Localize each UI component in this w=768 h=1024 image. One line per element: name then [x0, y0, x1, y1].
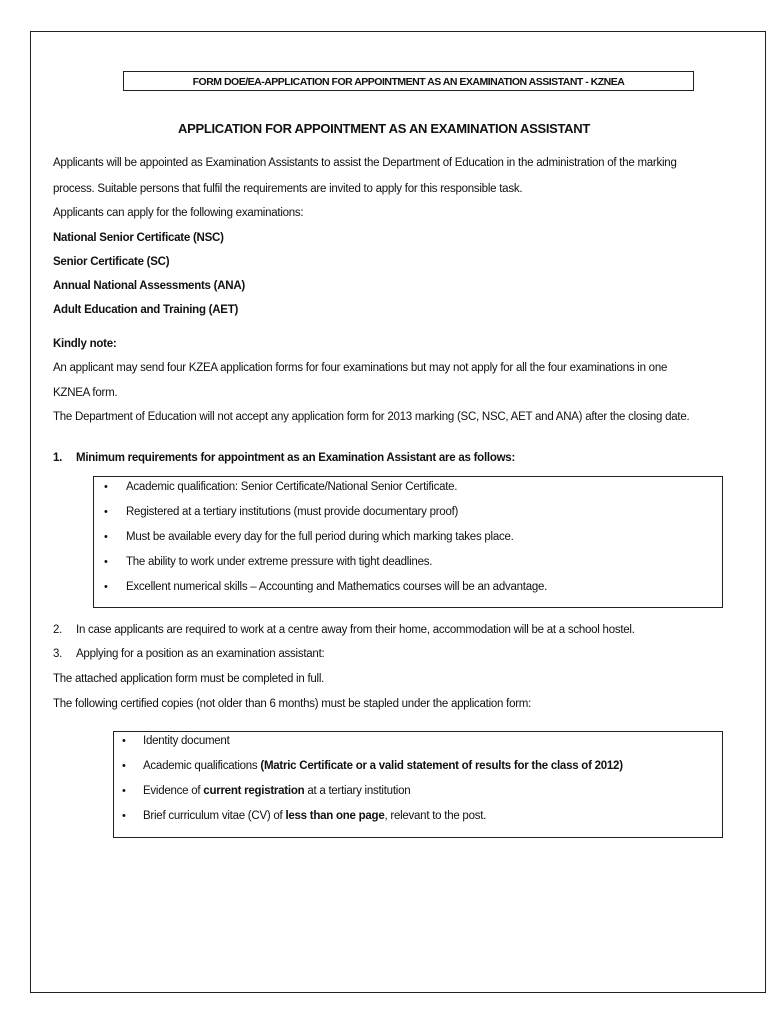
section-1-title: Minimum requirements for appointment as an Examination Assistant are as follows: — [76, 452, 516, 464]
bullet-icon: • — [122, 760, 126, 772]
exam-item: Annual National Assessments (ANA) — [53, 280, 245, 292]
requirement-item: Academic qualification: Senior Certificate/National Senior Certificate. — [126, 481, 458, 493]
bullet-icon: • — [104, 556, 108, 568]
document-item — [143, 735, 230, 747]
bullet-icon: • — [104, 531, 108, 543]
intro-line-1: Applicants will be appointed as Examination Assistants to assist the Department of Education in the administration of the marking — [53, 157, 677, 169]
section-3-number: 3. — [53, 648, 63, 660]
bullet-icon: • — [122, 785, 126, 797]
document-item-text: at a tertiary institution — [304, 785, 411, 797]
exam-item: Senior Certificate (SC) — [53, 256, 170, 268]
exam-item: National Senior Certificate (NSC) — [53, 232, 224, 244]
section-2-text: In case applicants are required to work at a centre away from their home, accommodation will be at a school hostel. — [76, 624, 635, 636]
document-item-emphasis: less than one page — [285, 810, 385, 822]
section-3-line-2: The following certified copies (not older than 6 months) must be stapled under the application form: — [53, 698, 532, 710]
intro-line-3: Applicants can apply for the following examinations: — [53, 207, 304, 219]
kindly-note-line-2: KZNEA form. — [53, 387, 118, 399]
intro-line-2: process. Suitable persons that fulfil the requirements are invited to apply for this responsible task. — [53, 183, 523, 195]
section-2-number: 2. — [53, 624, 63, 636]
requirement-item: Excellent numerical skills – Accounting and Mathematics courses will be an advantage. — [126, 581, 548, 593]
document-item-text: , relevant to the post. — [384, 810, 487, 822]
bullet-icon: • — [122, 810, 126, 822]
document-item-text: Evidence of — [143, 785, 204, 797]
section-3-text: Applying for a position as an examination assistant: — [76, 648, 325, 660]
bullet-icon: • — [122, 735, 126, 747]
document-item-text: Identity document — [143, 735, 230, 747]
bullet-icon: • — [104, 581, 108, 593]
document-item — [143, 785, 410, 797]
page-heading: APPLICATION FOR APPOINTMENT AS AN EXAMINATION ASSISTANT — [177, 121, 591, 136]
requirement-item: Registered at a tertiary institutions (must provide documentary proof) — [126, 506, 459, 518]
form-title: FORM DOE/EA-APPLICATION FOR APPOINTMENT AS AN EXAMINATION ASSISTANT - KZNEA — [192, 76, 625, 88]
form-title-box — [123, 71, 694, 91]
bullet-icon: • — [104, 506, 108, 518]
document-item — [143, 760, 623, 772]
section-3-line-1: The attached application form must be completed in full. — [53, 673, 325, 685]
requirement-item: Must be available every day for the full period during which marking takes place. — [126, 531, 514, 543]
kindly-note-line-1: An applicant may send four KZEA application forms for four examinations but may not apply for all the four examinations in one — [53, 362, 668, 374]
document-item-emphasis: (Matric Certificate or a valid statement of results for the class of 2012) — [260, 760, 623, 772]
requirement-item: The ability to work under extreme pressure with tight deadlines. — [126, 556, 433, 568]
document-item-emphasis: current registration — [203, 785, 305, 797]
kindly-note-label: Kindly note: — [53, 338, 117, 350]
document-item — [143, 810, 486, 822]
section-1-number: 1. — [53, 452, 63, 464]
bullet-icon: • — [104, 481, 108, 493]
document-item-text: Academic qualifications — [143, 760, 261, 772]
document-item-text: Brief curriculum vitae (CV) of — [143, 810, 286, 822]
kindly-note-line-3: The Department of Education will not accept any application form for 2013 marking (SC, NSC, AET and ANA) after the closing date. — [53, 411, 690, 423]
exam-item: Adult Education and Training (AET) — [53, 304, 239, 316]
